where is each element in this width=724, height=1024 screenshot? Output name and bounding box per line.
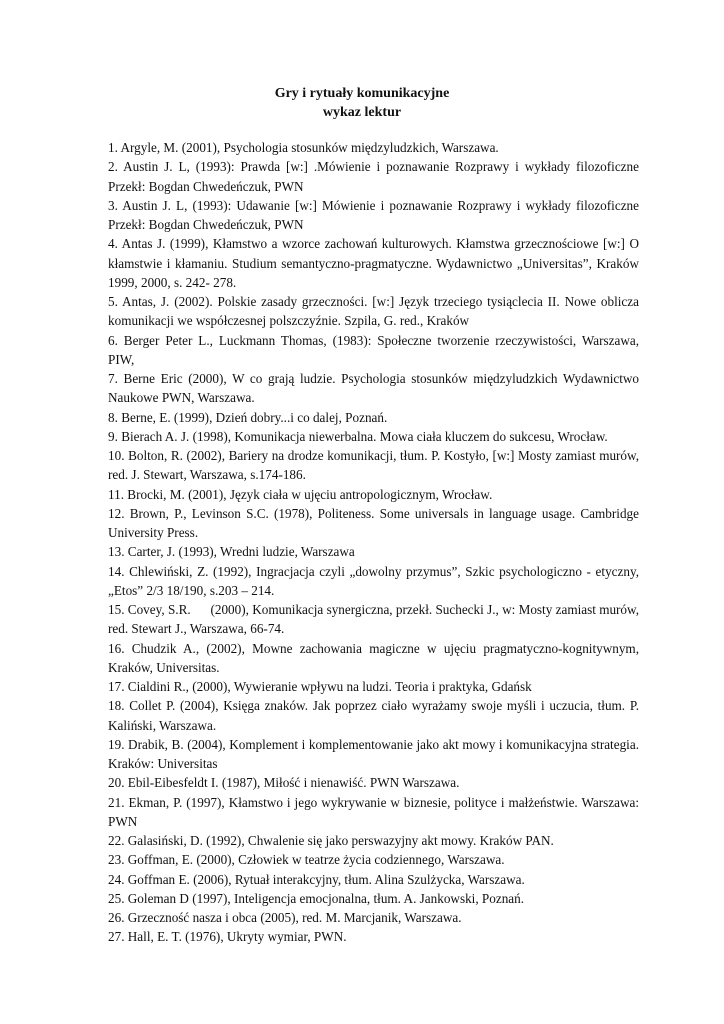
reading-list-item: 21. Ekman, P. (1997), Kłamstwo i jego wykrywanie w biznesie, polityce i małżeństwie. Warszawa: PWN [108,794,639,829]
reading-list-item: 15. Covey, S.R. (2000), Komunikacja synergiczna, przekł. Suchecki J., w: Mosty zamiast murów, red. Stewart J., Warszawa, 66-74. [108,602,643,637]
reading-list-item: 13. Carter, J. (1993), Wredni ludzie, Warszawa [108,544,355,560]
reading-list-item: 19. Drabik, B. (2004), Komplement i komplementowanie jako akt mowy i komunikacyjna strategia. Kraków: Universitas [108,736,639,771]
reading-list-item: 2. Austin J. L, (1993): Prawda [w:] .Mówienie i poznawanie Rozprawy i wykłady filozoficzne Przekł: Bogdan Chwedeńczuk, PWN [108,159,639,194]
reading-list-item: 20. Ebil-Eibesfeldt I. (1987), Miłość i nienawiść. PWN Warszawa. [108,775,460,791]
reading-list-item: 22. Galasiński, D. (1992), Chwalenie się jako perswazyjny akt mowy. Kraków PAN. [108,833,554,848]
document-subtitle: wykaz lektur [322,105,402,120]
reading-list [108,138,643,947]
reading-list-item: 6. Berger Peter L., Luckmann Thomas, (1983): Społeczne tworzenie rzeczywistości, Warszawa, PIW, [108,332,639,367]
reading-list-item: 10. Bolton, R. (2002), Bariery na drodze komunikacji, tłum. P. Kostyło, [w:] Mosty zamiast murów, red. J. Stewart, Warszawa, s.174-186. [108,448,639,483]
reading-list-item: 14. Chlewiński, Z. (1992), Ingracjacja czyli „dowolny przymus”, Szkic psychologiczno - etyczny, „Etos” 2/3 18/190, s.203 – 214. [108,563,639,598]
reading-list-item: 5. Antas, J. (2002). Polskie zasady grzeczności. [w:] Język trzeciego tysiąclecia II. Nowe oblicza komunikacji we współczesnej polszczyźnie. Szpila, G. red., Kraków [108,294,639,329]
reading-list-item: 25. Goleman D (1997), Inteligencja emocjonalna, tłum. A. Jankowski, Poznań. [108,890,525,906]
reading-list-item: 7. Berne Eric (2000), W co grają ludzie. Psychologia stosunków międzyludzkich Wydawnictwo Naukowe PWN, Warszawa. [108,371,639,406]
reading-list-item: 8. Berne, E. (1999), Dzień dobry...i co dalej, Poznań. [108,409,388,425]
reading-list-item: 9. Bierach A. J. (1998), Komunikacja niewerbalna. Mowa ciała kluczem do sukcesu, Wrocław. [108,428,608,444]
reading-list-item: 4. Antas J. (1999), Kłamstwo a wzorce zachowań kulturowych. Kłamstwa grzecznościowe [w:] O kłamstwie i kłamaniu. Studium semantyczno-pragmatyczne. Wydawnictwo „Universitas”, Kraków 1999, 2000, s. 242- 278. [108,236,639,290]
reading-list-item: 12. Brown, P., Levinson S.C. (1978), Politeness. Some universals in language usage. Cambridge University Press. [108,505,639,540]
reading-list-item: 16. Chudzik A., (2002), Mowne zachowania magiczne w ujęciu pragmatyczno-kognitywnym, Kraków, Universitas. [108,640,639,675]
reading-list-item: 27. Hall, E. T. (1976), Ukryty wymiar, PWN. [108,929,347,945]
reading-list-item: 26. Grzeczność nasza i obca (2005), red. M. Marcjanik, Warszawa. [108,910,462,925]
reading-list-item: 17. Cialdini R., (2000), Wywieranie wpływu na ludzi. Teoria i praktyka, Gdańsk [108,679,532,694]
reading-list-item: 23. Goffman, E. (2000), Człowiek w teatrze życia codziennego, Warszawa. [108,852,505,868]
reading-list-item: 3. Austin J. L, (1993): Udawanie [w:] Mówienie i poznawanie Rozprawy i wykłady filozoficzne Przekł: Bogdan Chwedeńczuk, PWN [108,197,639,232]
reading-list-item: 24. Goffman E. (2006), Rytuał interakcyjny, tłum. Alina Szulżycka, Warszawa. [108,871,525,887]
reading-list-item: 1. Argyle, M. (2001), Psychologia stosunków międzyludzkich, Warszawa. [108,140,499,155]
reading-list-item: 11. Brocki, M. (2001), Język ciała w ujęciu antropologicznym, Wrocław. [108,486,493,502]
reading-list-item: 18. Collet P. (2004), Księga znaków. Jak poprzez ciało wyrażamy swoje myśli i uczucia, tłum. P. Kaliński, Warszawa. [108,698,639,733]
document-title: Gry i rytuały komunikacyjne [274,86,450,101]
